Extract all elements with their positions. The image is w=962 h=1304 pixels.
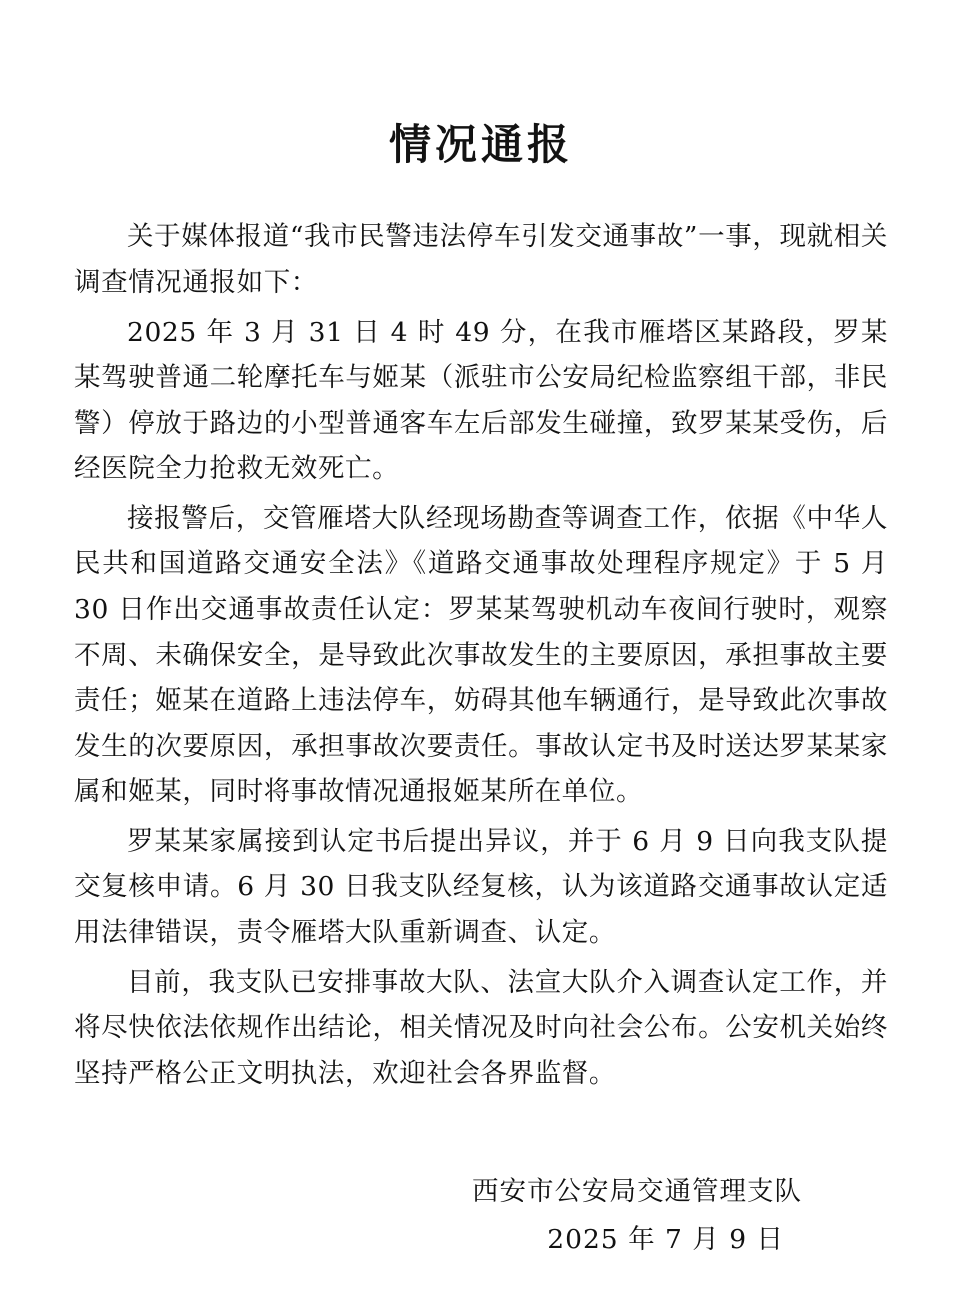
paragraph-4: 罗某某家属接到认定书后提出异议，并于 6 月 9 日向我支队提交复核申请。6 月 30 日我支队经复核，认为该道路交通事故认定适用法律错误，责令雁塔大队重新调查、认定。	[74, 825, 888, 949]
paragraph-2: 2025 年 3 月 31 日 4 时 49 分，在我市雁塔区某路段，罗某某驾驶普通二轮摩托车与姬某（派驻市公安局纪检监察组干部，非民警）停放于路边的小型普通客车左后部发生碰撞，致罗某某受伤，后经医院全力抢救无效死亡。	[74, 316, 888, 485]
signature-date: 2025 年 7 月 9 日	[547, 1224, 784, 1256]
paragraph-3: 接报警后，交管雁塔大队经现场勘查等调查工作，依据《中华人民共和国道路交通安全法》《道路交通事故处理程序规定》于 5 月 30 日作出交通事故责任认定：罗某某驾驶机动车夜间行驶时，观察不周、未确保安全，是导致此次事故发生的主要原因，承担事故主要责任；姬某在道路上违法停车，妨碍其他车辆通行，是导致此次事故发生的次要原因，承担事故次要责任。事故认定书及时送达罗某某家属和姬某，同时将事故情况通报姬某所在单位。	[74, 502, 888, 808]
paragraph-1: 关于媒体报道“我市民警违法停车引发交通事故”一事，现就相关调查情况通报如下：	[74, 221, 888, 298]
document-body	[74, 214, 888, 1096]
signature-organization: 西安市公安局交通管理支队	[472, 1176, 802, 1208]
signature-block	[74, 1168, 888, 1263]
page-title: 情况通报	[388, 120, 573, 169]
paragraph-5: 目前，我支队已安排事故大队、法宣大队介入调查认定工作，并将尽快依法依规作出结论，相关情况及时向社会公布。公安机关始终坚持严格公正文明执法，欢迎社会各界监督。	[74, 966, 888, 1089]
